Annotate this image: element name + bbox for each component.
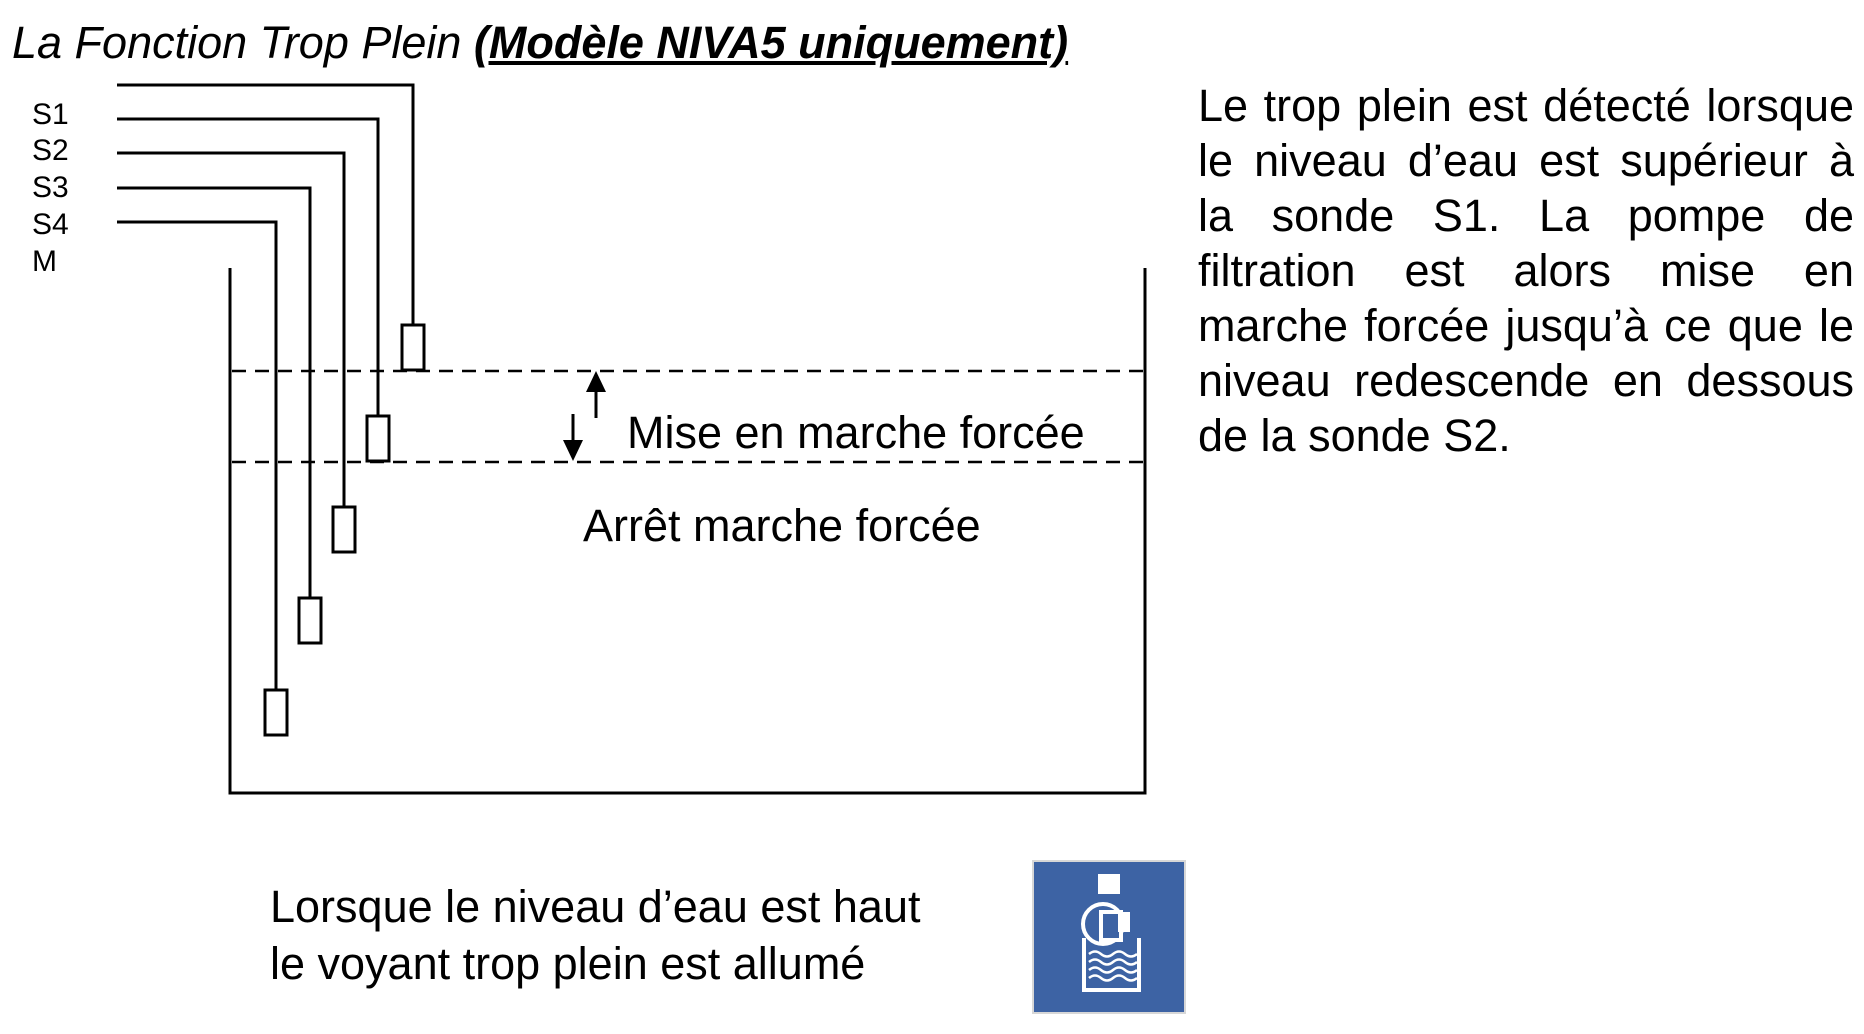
- probe-sensor-m: [265, 690, 287, 735]
- overflow-indicator: [1032, 860, 1186, 1014]
- down-arrow-icon: [563, 440, 583, 461]
- bottom-note-line-2: le voyant trop plein est allumé: [270, 938, 866, 989]
- probe-label-s2: S2: [32, 134, 69, 167]
- probe-sensor-s2: [367, 416, 389, 461]
- probe-label-s1: S1: [32, 98, 69, 131]
- probe-cable-s1: [117, 85, 413, 325]
- forced-stop-label: Arrêt marche forcée: [583, 500, 981, 551]
- up-arrow-icon: [586, 371, 606, 392]
- overflow-indicator-icon: [1034, 862, 1184, 1012]
- bottom-note-line-1: Lorsque le niveau d’eau est haut: [270, 881, 921, 932]
- probe-sensor-s1: [402, 325, 424, 370]
- title-model-qualifier: (Modèle NIVA5 uniquement): [473, 17, 1069, 68]
- forced-start-label: Mise en marche forcée: [627, 407, 1085, 458]
- probe-label-s4: S4: [32, 208, 69, 241]
- probe-sensor-s3: [333, 507, 355, 552]
- title-main: La Fonction Trop Plein: [12, 17, 474, 68]
- probe-sensor-s4: [299, 598, 321, 643]
- probe-label-s3: S3: [32, 171, 69, 204]
- probe-cable-s2: [117, 119, 378, 416]
- bottom-note: [270, 878, 920, 992]
- probe-cable-s4: [117, 188, 310, 598]
- description-text: Le trop plein est détecté lorsque le niveau d’eau est supérieur à la sonde S1. La pompe de filtration est alors mise en marche forcée jusqu’à ce que le niveau redescende en dessous de la sonde S2.: [1198, 80, 1854, 461]
- probe-cable-m: [117, 222, 276, 690]
- probe-label-m: M: [32, 245, 57, 278]
